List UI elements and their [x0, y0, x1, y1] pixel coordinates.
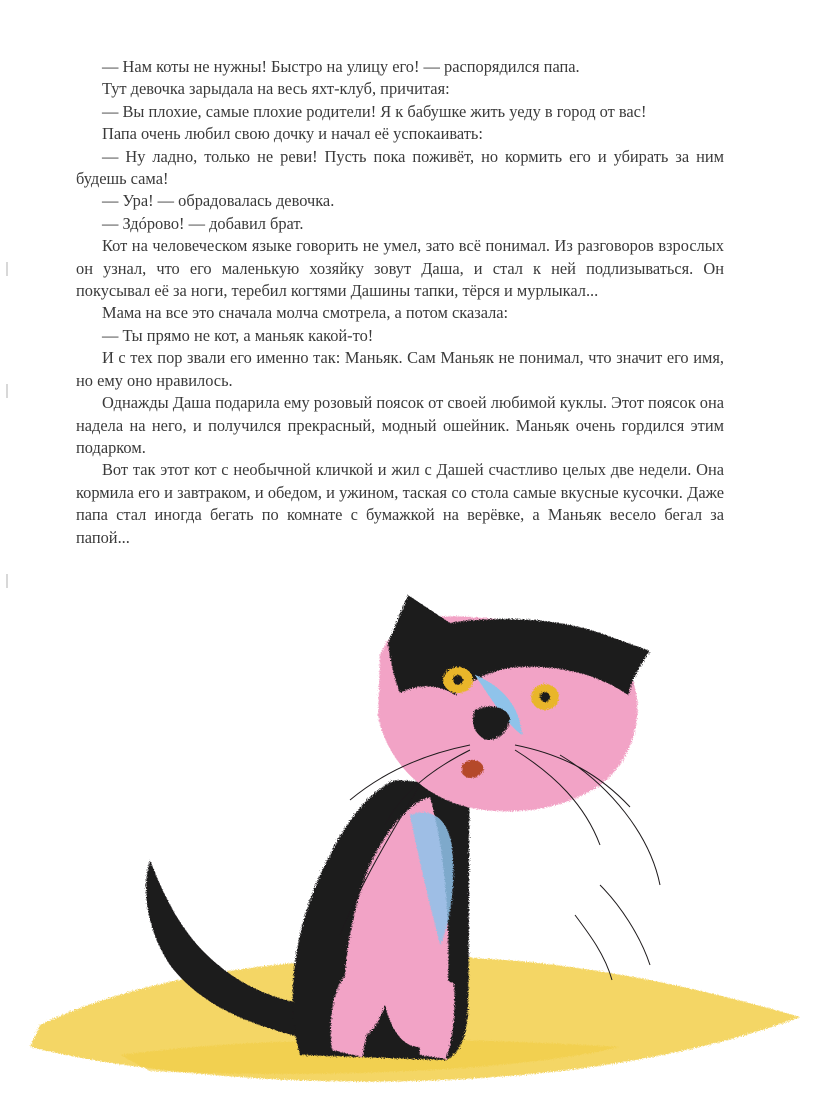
page-edge-mark [6, 384, 8, 398]
paragraph: — Вы плохие, самые плохие родители! Я к бабушке жить уеду в город от вас! [102, 101, 647, 121]
paragraph: — Ура! — обрадовалась девочка. [102, 191, 335, 211]
cat-illustration [0, 585, 829, 1090]
paragraph: Папа очень любил свою дочку и начал её успокаивать: [102, 124, 483, 144]
paragraph: И с тех пор звали его именно так: Маньяк. Сам Маньяк не понимал, что значит его имя, но ему оно нравилось. [76, 348, 724, 390]
paragraph: Однажды Даша подарила ему розовый поясок от своей любимой куклы. Этот поясок она надела на него, и получился прекрасный, модный ошейник. Маньяк очень гордился этим подарком. [76, 393, 725, 457]
cat-head [378, 595, 650, 811]
paragraph: Вот так этот кот с необычной кличкой и жил с Дашей счастливо целых две недели. Она кормила его и завтраком, и обедом, и ужином, таская со стола самые вкусные кусочки. Даже папа стал иногда бегать по комнате с бумажкой на верёвке, а Маньяк весело бегал за папой... [76, 460, 724, 547]
paragraph: Кот на человеческом языке говорить не умел, зато всё понимал. Из разговоров взрослых он узнал, что его маленькую хозяйку зовут Даша, и стал к ней подлизываться. Он покусывал её за ноги, теребил когтями Дашины тапки, тёрся и мурлыкал... [76, 236, 724, 301]
paragraph: Мама на все это сначала молча смотрела, а потом сказала: [102, 303, 509, 323]
page-edge-mark [6, 262, 8, 276]
paragraph: — Нам коты не нужны! Быстро на улицу его! — распорядился папа. [102, 57, 580, 76]
paragraph: — Ну ладно, только не реви! Пусть пока поживёт, но кормить его и убирать за ним будешь сама! [76, 146, 724, 189]
paragraph: Тут девочка зарыдала на весь яхт-клуб, причитая: [102, 79, 450, 99]
paragraph: — Здóрово! — добавил брат. [102, 213, 304, 233]
story-text [76, 56, 724, 549]
paragraph: — Ты прямо не кот, а маньяк какой-то! [102, 325, 374, 345]
cat-body [293, 780, 470, 1060]
